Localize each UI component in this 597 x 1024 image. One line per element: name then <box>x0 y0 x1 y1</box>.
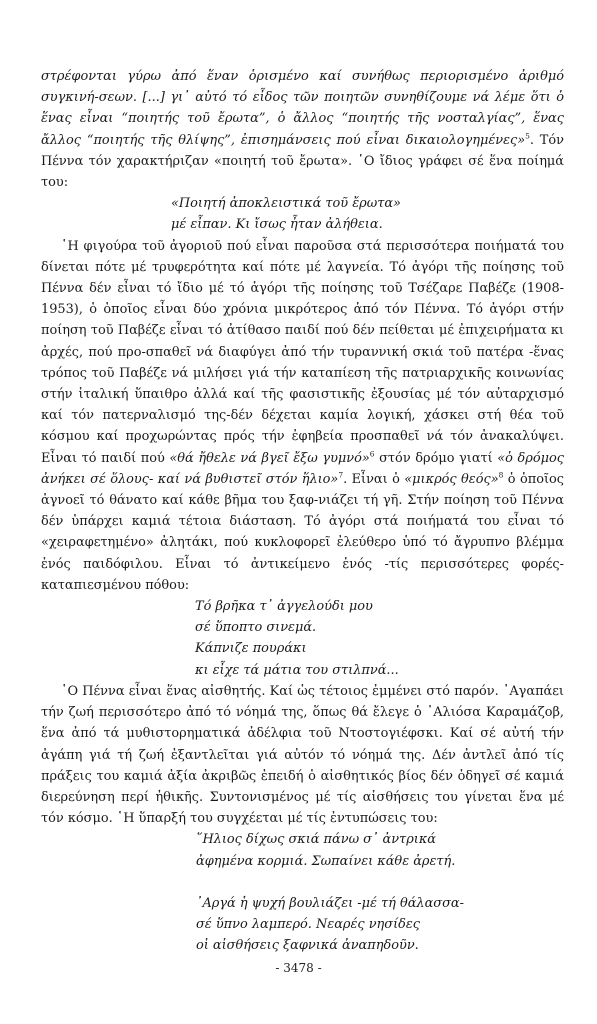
poem-line: ἀφημένα κορμιά. Σωπαίνει κάθε ἀρετή. <box>196 853 456 869</box>
poem-line: σέ ὕποπτο σινεμά. <box>195 620 317 636</box>
poem-line: οἱ αἰσθήσεις ξαφνικά ἀναπηδοῦν. <box>196 938 419 954</box>
poem-excerpt-1 <box>41 193 564 235</box>
poem-line: «Ποιητή ἀποκλειστικά τοῦ ἔρωτα» <box>171 196 401 212</box>
paragraph-1 <box>41 66 564 193</box>
quote-text: «θά ἤθελε νά βγεῖ ἔξω γυμνό» <box>169 450 370 466</box>
quote-text: «ὁ δρόμος ἀνήκει σέ ὅλους- καί νά βυθιστεῖ στόν ἥλιο» <box>41 450 564 487</box>
poem-line: σέ ὕπνο λαμπερό. Νεαρές νησίδες <box>196 916 421 932</box>
body-text: . Εἶναι ὁ <box>343 471 405 487</box>
poem-line: κι εἶχε τά μάτια του στιλπνά... <box>195 662 399 678</box>
stanza-gap <box>196 872 564 893</box>
paragraph-2 <box>41 236 564 596</box>
page-number: - 3478 - <box>275 961 322 975</box>
paragraph-3: ῾Ο Πέννα εἶναι ἕνας αἰσθητής. Καί ὡς τέτοιος ἐμμένει στό παρόν. ᾽Αγαπάει τήν ζωή περισσότερο ἀπό τό νόημά της, ὅπως θά ἔλεγε ὁ ᾽Αλιόσα Καραμάζοβ, ἕνα ἀπό τά μυθιστορηματικά ἀδέλφια τοῦ Ντοστογιέφσκι. Καί σέ αὐτή τήν ἀγάπη γιά τή ζωή ἐξαντλεῖται γιά αὐτόν τό νόημά της. Δέν ἀντλεῖ ἀπό τίς πράξεις του καμιά ἀξία ἀκριβῶς ἐπειδή ὁ αἰσθητικός βίος δέν ὁδηγεῖ σέ καμιά διερεύνηση περί ἠθικῆς. Συντονισμένος μέ τίς αἰσθήσεις του γίνεται ἕνα μέ τόν κόσμο. ῾Η ὕπαρξή του συγχέεται μέ τίς ἐντυπώσεις του: <box>41 683 564 827</box>
quote-text: στρέφονται γύρω ἀπό ἕναν ὁρισμένο καί συνήθως περιορισμένο ἀριθμό συγκινή-σεων. [...] γι᾽ αὐτό τό εἶδος τῶν ποιητῶν συνηθίζουμε νά λέμε ὅτι ὁ ἕνας εἶναι “ποιητής τοῦ ἔρωτα”, ὁ ἄλλος “ποιητής τῆς νοσταλγίας”, ἕνας ἄλλος “ποιητής τῆς θλίψης”, ἐπισημάνσεις πού εἶναι δικαιολογημένες» <box>41 69 564 148</box>
footnote-ref-6: 6 <box>369 449 375 459</box>
poem-line: ῞Ηλιος δίχως σκιά πάνω σ᾽ ἀντρικά <box>196 832 436 848</box>
quote-text: «μικρός θεός» <box>404 471 499 487</box>
book-page <box>41 66 564 956</box>
body-text: ῾Η φιγούρα τοῦ ἀγοριοῦ πού εἶναι παροῦσα στά περισσότερα ποιήματά του δίνεται πότε μέ τρυφερότητα καί πότε μέ λαγνεία. Τό ἀγόρι τῆς ποίησης τοῦ Πέννα δέν εἶναι τό ἴδιο μέ τό ἀγόρι τῆς ποίησης τοῦ Τσέζαρε Παβέζε (1908-1953), ὁ ὁποῖος εἶναι δύο χρόνια μικρότερος ἀπό τόν Πέννα. Τό ἀγόρι στήν ποίηση τοῦ Παβέζε εἶναι τό ἀτίθασο παιδί πού δέν πείθεται μέ ἐπιχειρήματα κι ἀρχές, πού προ-σπαθεῖ νά διαφύγει ἀπό τήν τυραννική σκιά τοῦ πατέρα -ἕνας τρόπος τοῦ Παβέζε νά μιλήσει γιά τήν καταπίεση τῆς πατριαρχικῆς κοινωνίας στήν ἰταλική ὕπαιθρο ἀλλά καί τῆς φασιστικῆς ἐξουσίας μέ τόν αὐταρχισμό καί τόν πατερναλισμό της-δέν δέχεται καμία λογική, χάσκει στή θέα τοῦ κόσμου καί προχωρώντας πρός τήν ἐφηβεία προσπαθεῖ νά τόν ἀνακαλύψει. Εἶναι τό παιδί πού <box>41 238 564 466</box>
footnote-ref-5: 5 <box>525 131 530 141</box>
body-text: ὁ ὁποῖος ἀγνοεῖ τό θάνατο καί κάθε βῆμα του ξαφ-νιάζει τή γῆ. Στήν ποίηση τοῦ Πέννα δέν ὑπάρχει καμιά τέτοια διάσταση. Τό ἀγόρι στά ποιήματά του εἶναι τό «χειραφετημένο» ἀλητάκι, πού κυκλοφορεῖ ἐλεύθερο ὑπό τό ἄγρυπνο βλέμμα ἑνός παιδόφιλου. Εἶναι τό ἀντικείμενο ἑνός -τίς περισσότερες φορές- καταπιεσμένου πόθου: <box>41 471 565 593</box>
body-text: στόν δρόμο γιατί <box>374 450 498 466</box>
body-text: . Τόν Πέννα τόν χαρακτήριζαν «ποιητή τοῦ ἔρωτα». ῾Ο ἴδιος γράφει σέ ἕνα ποίημά του: <box>41 132 564 191</box>
footnote-ref-7: 7 <box>338 470 344 480</box>
poem-excerpt-2 <box>41 596 564 681</box>
poem-line: ᾽Αργά ἡ ψυχή βουλιάζει -μέ τή θάλασσα- <box>196 895 464 911</box>
footnote-ref-8: 8 <box>498 470 504 480</box>
poem-excerpt-3 <box>41 829 564 956</box>
poem-line: μέ εἶπαν. Κι ἴσως ἦταν ἀλήθεια. <box>171 217 383 233</box>
poem-line: Κάπνιζε πουράκι <box>195 641 307 657</box>
poem-line: Τό βρῆκα τ᾽ ἀγγελούδι μου <box>195 599 373 615</box>
